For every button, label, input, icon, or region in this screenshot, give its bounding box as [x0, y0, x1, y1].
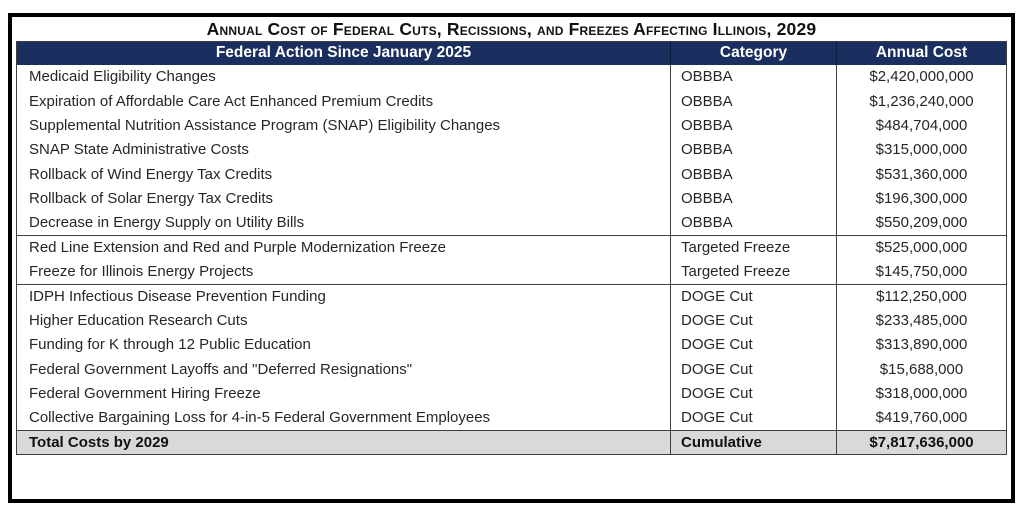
action-cell: SNAP State Administrative Costs [29, 141, 249, 159]
cost-cell: $484,704,000 [837, 113, 1007, 137]
page-title: Annual Cost of Federal Cuts, Recissions, and Freezes Affecting Illinois, 2029 [206, 19, 817, 39]
action-cell: Federal Government Layoffs and "Deferred Resignations" [29, 360, 413, 378]
table-row [17, 89, 1007, 113]
cost-cell: $531,360,000 [837, 162, 1007, 186]
action-cell: Decrease in Energy Supply on Utility Bills [29, 214, 305, 232]
action-cell: Red Line Extension and Red and Purple Modernization Freeze [17, 235, 671, 259]
cost-cell: $315,000,000 [837, 138, 1007, 162]
cost-cell: $419,760,000 [837, 406, 1007, 430]
total-row [17, 430, 1007, 454]
action-cell: Expiration of Affordable Care Act Enhanced Premium Credits [29, 92, 434, 110]
action-cell: Collective Bargaining Loss for 4-in-5 Federal Government Employees [29, 409, 491, 427]
category-cell: OBBBA [671, 138, 837, 162]
category-cell: OBBBA [671, 89, 837, 113]
action-cell: Freeze for Illinois Energy Projects [29, 263, 254, 281]
table-row [17, 138, 1007, 162]
cost-cell: $15,688,000 [837, 357, 1007, 381]
table-row [17, 406, 1007, 430]
table-row [17, 308, 1007, 332]
category-cell: OBBBA [671, 113, 837, 137]
category-cell: DOGE Cut [671, 308, 837, 332]
action-cell: Rollback of Solar Energy Tax Credits [29, 190, 273, 208]
table-row [17, 357, 1007, 381]
category-cell: OBBBA [671, 65, 837, 89]
cost-cell: $550,209,000 [837, 211, 1007, 235]
category-cell: DOGE Cut [671, 284, 837, 308]
category-cell: DOGE Cut [671, 357, 837, 381]
table-row [17, 65, 1007, 89]
table-row [17, 211, 1007, 235]
cost-cell: $196,300,000 [837, 186, 1007, 210]
category-cell: Cumulative [671, 430, 837, 454]
action-cell: Rollback of Wind Energy Tax Credits [29, 165, 273, 183]
action-cell: Total Costs by 2029 [17, 430, 671, 454]
table-row [17, 333, 1007, 357]
column-header-action: Federal Action Since January 2025 [17, 42, 671, 65]
table-row [17, 162, 1007, 186]
cost-cell: $233,485,000 [837, 308, 1007, 332]
table-body [17, 65, 1007, 455]
table-row [17, 186, 1007, 210]
cost-cell: $145,750,000 [837, 260, 1007, 284]
action-cell: Federal Government Hiring Freeze [29, 385, 261, 403]
action-cell: Higher Education Research Cuts [29, 312, 248, 330]
cost-cell: $313,890,000 [837, 333, 1007, 357]
category-cell: Targeted Freeze [671, 260, 837, 284]
outer-frame [8, 13, 1015, 503]
category-cell: Targeted Freeze [671, 235, 837, 259]
table-row [17, 235, 1007, 259]
column-header-annual-cost: Annual Cost [837, 42, 1007, 65]
action-cell: IDPH Infectious Disease Prevention Funding [17, 284, 671, 308]
action-cell: Supplemental Nutrition Assistance Program (SNAP) Eligibility Changes [29, 116, 501, 134]
table-row [17, 113, 1007, 137]
action-cell: Medicaid Eligibility Changes [29, 68, 216, 86]
cost-cell: $525,000,000 [837, 235, 1007, 259]
category-cell: DOGE Cut [671, 382, 837, 406]
table-header-row [17, 42, 1007, 65]
table-row [17, 260, 1007, 284]
category-cell: OBBBA [671, 186, 837, 210]
cost-table [16, 41, 1007, 455]
action-cell: Funding for K through 12 Public Education [29, 336, 311, 354]
cost-cell: $1,236,240,000 [837, 89, 1007, 113]
column-header-category: Category [671, 42, 837, 65]
cost-cell: $112,250,000 [837, 284, 1007, 308]
category-cell: OBBBA [671, 162, 837, 186]
cost-cell: $318,000,000 [837, 382, 1007, 406]
table-row [17, 284, 1007, 308]
category-cell: DOGE Cut [671, 406, 837, 430]
table-row [17, 382, 1007, 406]
category-cell: DOGE Cut [671, 333, 837, 357]
category-cell: OBBBA [671, 211, 837, 235]
cost-cell: $7,817,636,000 [837, 430, 1007, 454]
cost-cell: $2,420,000,000 [837, 65, 1007, 89]
